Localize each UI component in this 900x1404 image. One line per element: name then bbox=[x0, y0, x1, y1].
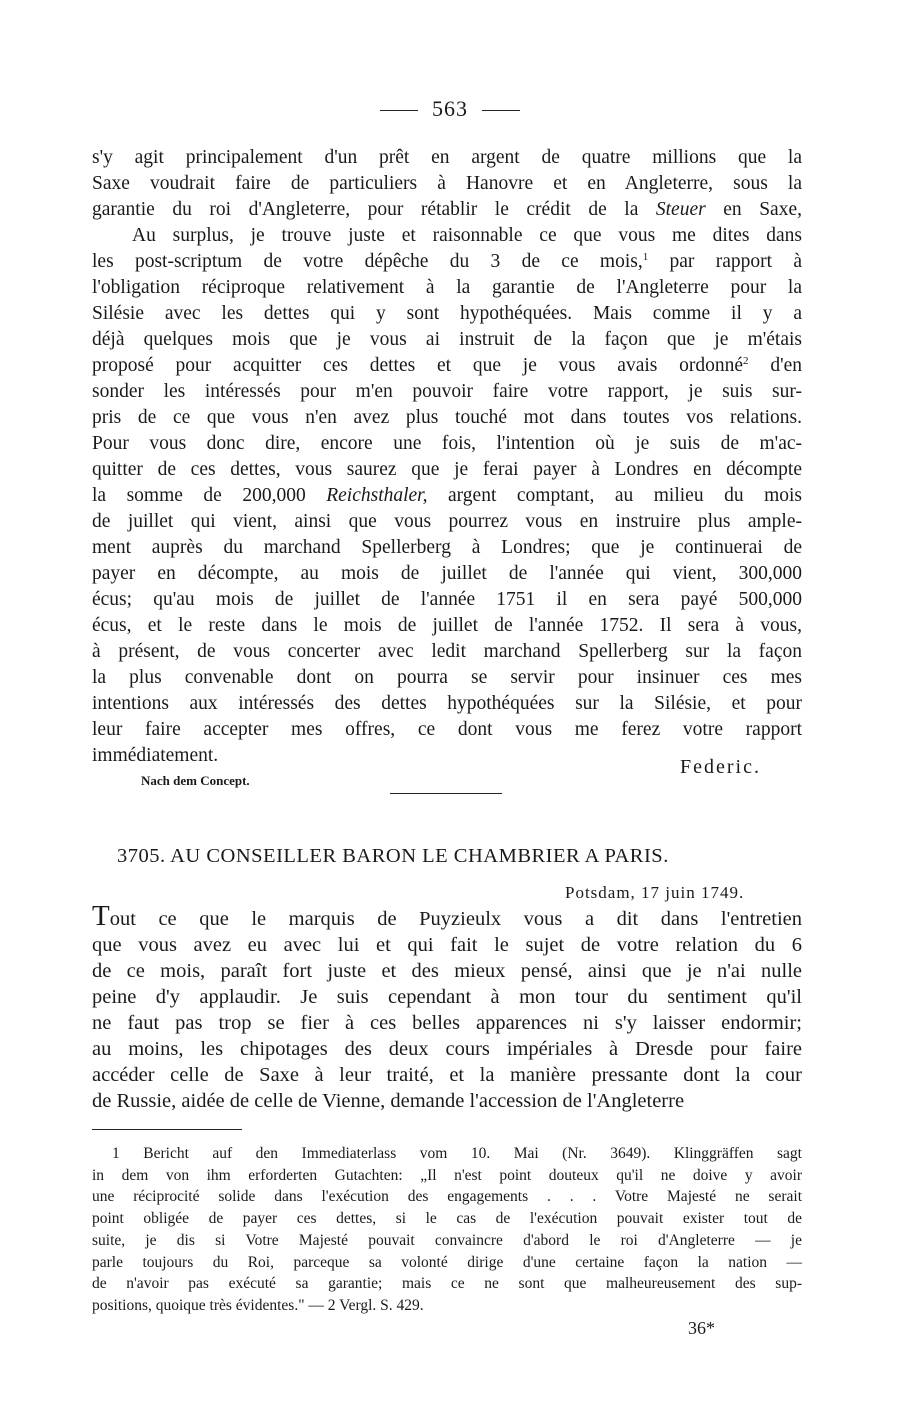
letter-1-line: Silésie avec les dettes qui y sont hypothéquées. Mais comme il y a bbox=[92, 303, 802, 324]
letter-1-line: Saxe voudrait faire de particuliers à Hanovre et en Angleterre, sous la bbox=[92, 173, 802, 194]
letter-1-line: de juillet qui vient, ainsi que vous pourrez vous en instruire plus ample- bbox=[92, 511, 802, 532]
drop-initial: T bbox=[92, 900, 110, 932]
letter-1-line: immédiatement. bbox=[92, 745, 219, 766]
letter-1-line: Au surplus, je trouve juste et raisonnable ce que vous me dites dans bbox=[132, 225, 802, 246]
letter-1-line: quitter de ces dettes, vous saurez que je ferai payer à Londres en décompte bbox=[92, 459, 802, 480]
text-segment: proposé pour acquitter ces dettes et que je vous avais ordonné bbox=[92, 355, 744, 376]
document-title: AU CONSEILLER BARON LE CHAMBRIER A PARIS. bbox=[170, 845, 669, 867]
text-segment: les post-scriptum de votre dépêche du 3 de ce mois, bbox=[92, 251, 643, 272]
text-segment: la somme de 200,000 bbox=[92, 485, 327, 506]
letter-1-line: payer en décompte, au mois de juillet de l'année qui vient, 300,000 bbox=[92, 563, 802, 584]
italic-term: Steuer bbox=[655, 199, 706, 220]
signature-mark: 36* bbox=[688, 1318, 715, 1338]
letter-1-line bbox=[92, 197, 802, 223]
letter-1-line: s'y agit principalement d'un prêt en argent de quatre millions que la bbox=[92, 147, 802, 168]
letter-2-line: Tout ce que le marquis de Puyzieulx vous a dit dans l'entretien bbox=[92, 900, 802, 932]
letter-1-line: Pour vous donc dire, encore une fois, l'intention où je suis de m'ac- bbox=[92, 433, 802, 454]
text-segment: garantie du roi d'Angleterre, pour rétablir le crédit de la bbox=[92, 199, 656, 220]
section-divider bbox=[390, 793, 502, 794]
footnote-line: positions, quoique très évidentes." — 2 Vergl. S. 429. bbox=[92, 1296, 424, 1314]
letter-1-line: écus, et le reste dans le mois de juillet de l'année 1752. Il sera à vous, bbox=[92, 615, 802, 636]
letter-1-line: écus; qu'au mois de juillet de l'année 1751 il en sera payé 500,000 bbox=[92, 589, 802, 610]
footnote-rule bbox=[92, 1129, 242, 1130]
letter-1-line bbox=[92, 483, 802, 509]
letter-1-line: pris de ce que vous n'en avez plus touché mot dans toutes vos relations. bbox=[92, 407, 802, 428]
text-segment: d'en bbox=[748, 355, 803, 376]
letter-1-line: la plus convenable dont on pourra se servir pour insinuer ces mes bbox=[92, 667, 802, 688]
footnote-line: parle toujours du Roi, parceque sa volonté dirige d'une certaine façon la nation — bbox=[92, 1253, 802, 1271]
text-segment: par rapport à bbox=[648, 251, 802, 272]
footnote-line: 1 Bericht auf den Immediaterlass vom 10. Mai (Nr. 3649). Klinggräffen sagt bbox=[112, 1145, 802, 1162]
letter-2-line: ne faut pas trop se fier à ces belles apparences ni s'y laisser endormir; bbox=[92, 1012, 802, 1034]
document-number: 3705. bbox=[117, 845, 166, 867]
footnote-line: de n'avoir pas exécuté sa garantie; mais ce ne sont que malheureusement des sup- bbox=[92, 1275, 802, 1293]
letter-2-line: peine d'y applaudir. Je suis cependant à mon tour du sentiment qu'il bbox=[92, 986, 802, 1008]
header-dash-left bbox=[380, 110, 418, 111]
italic-term: Reichsthaler, bbox=[326, 485, 428, 506]
letter-2-line: de ce mois, paraît fort juste et des mieux pensé, ainsi que je n'ai nulle bbox=[92, 960, 802, 982]
footnote-line: point obligée de payer ces dettes, si le cas de l'exécution pouvait exister tout de bbox=[92, 1210, 802, 1228]
letter-1-line: déjà quelques mois que je vous ai instruit de la façon que je m'étais bbox=[92, 329, 802, 350]
document-heading bbox=[117, 845, 669, 868]
text-segment: en Saxe, bbox=[705, 199, 802, 220]
letter-2-line: de Russie, aidée de celle de Vienne, demande l'accession de l'Angleterre bbox=[92, 1090, 685, 1112]
header-dash-right bbox=[482, 110, 520, 111]
letter-1-line: intentions aux intéressés des dettes hypothéquées sur la Silésie, et pour bbox=[92, 693, 802, 714]
letter-1-line: ment auprès du marchand Spellerberg à Londres; que je continuerai de bbox=[92, 537, 802, 558]
source-note: Nach dem Concept. bbox=[141, 773, 250, 788]
text-segment: argent comptant, au milieu du mois bbox=[427, 485, 802, 506]
footnote-line: une réciprocité solide dans l'exécution des engagements . . . Votre Majesté ne serait bbox=[92, 1188, 802, 1206]
dateline: Potsdam, 17 juin 1749. bbox=[565, 883, 745, 902]
footnote-ref: 1 bbox=[642, 251, 649, 263]
footnote-line: suite, je dis si Votre Majesté pouvait convaincre d'abord le roi d'Angleterre — je bbox=[92, 1231, 802, 1249]
letter-2-line: accéder celle de Saxe à leur traité, et la manière pressante dont la cour bbox=[92, 1064, 802, 1086]
letter-1-line: à présent, de vous concerter avec ledit marchand Spellerberg sur la façon bbox=[92, 641, 802, 662]
letter-1-line: leur faire accepter mes offres, ce dont vous me ferez votre rapport bbox=[92, 719, 802, 740]
footnote-ref: 2 bbox=[743, 355, 749, 367]
letter-2-line: que vous avez eu avec lui et qui fait le sujet de votre relation du 6 bbox=[92, 934, 802, 956]
letter-1-line: l'obligation réciproque relativement à la garantie de l'Angleterre pour la bbox=[92, 277, 802, 298]
page-header bbox=[0, 96, 900, 122]
page-number: 563 bbox=[432, 96, 468, 121]
footnote-line: in dem von ihm erforderten Gutachten: „Il n'est point douteux qu'il ne doive y avoir bbox=[92, 1166, 802, 1184]
letter-1-line bbox=[92, 353, 802, 379]
letter-1-line: sonder les intéressés pour m'en pouvoir faire votre rapport, je suis sur- bbox=[92, 381, 802, 402]
letter-2-line: au moins, les chipotages des deux cours impériales à Dresde pour faire bbox=[92, 1038, 802, 1060]
signature: Federic. bbox=[680, 756, 761, 778]
letter-1-line bbox=[92, 249, 802, 275]
